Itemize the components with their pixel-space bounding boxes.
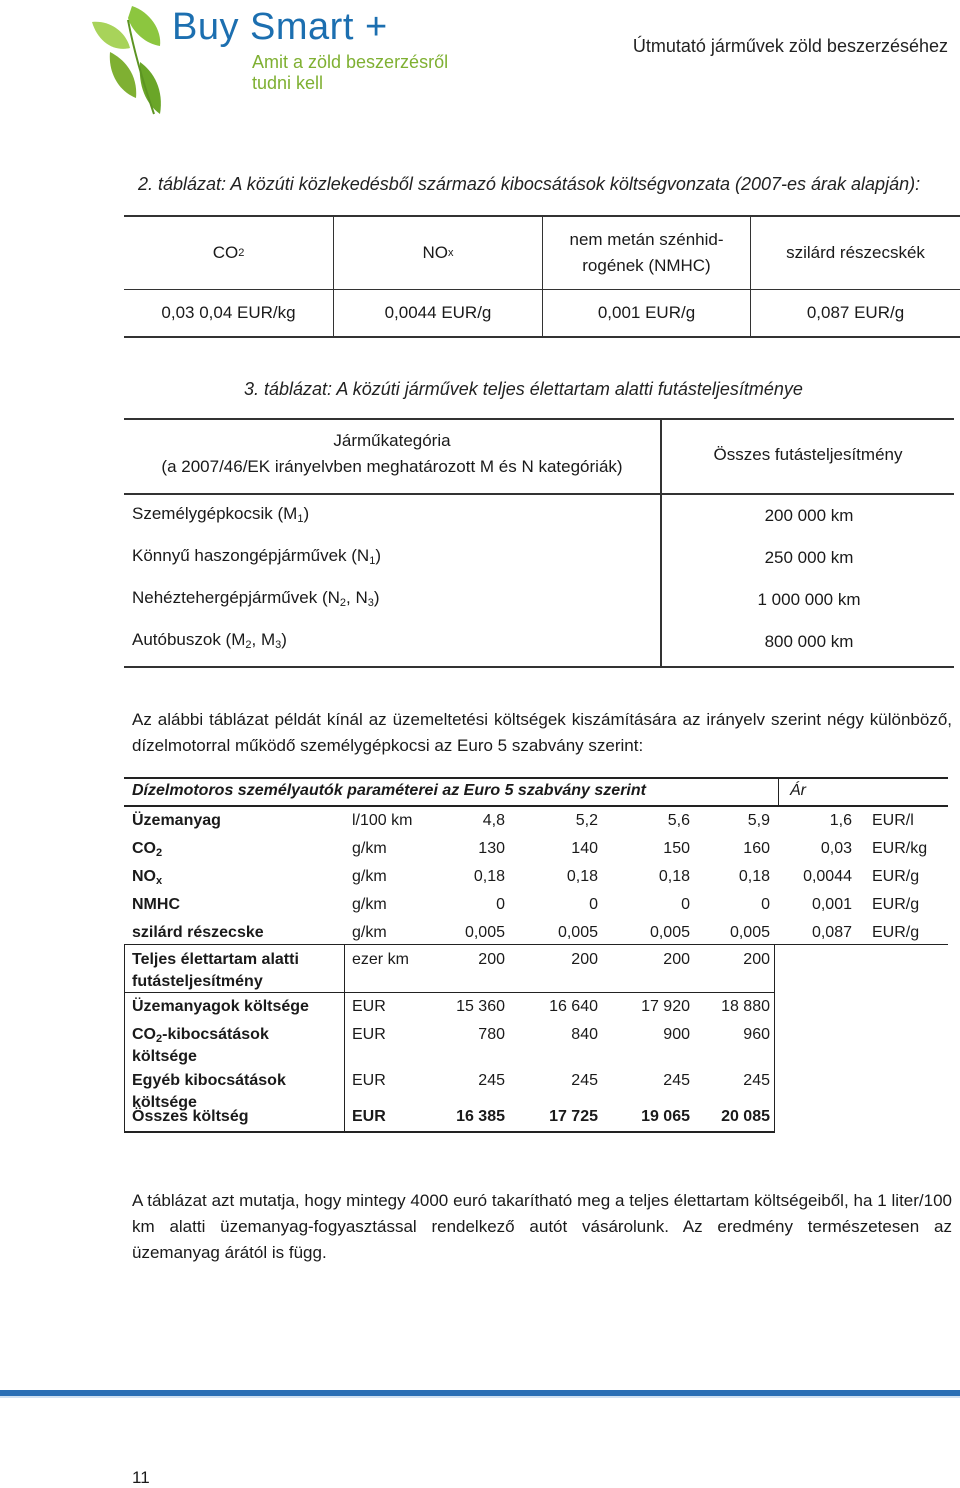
table4-row-value: 0,18 [738,868,770,885]
table4-row-value: 0 [496,896,505,913]
table4-title: Dízelmotoros személyautók paraméterei az Euro 5 szabvány szerint [132,782,646,799]
table4-row-value: 900 [663,1026,690,1043]
table4-row-value: 0,005 [649,924,690,941]
table4-row-price: 0,0044 [803,868,852,885]
table4-row-value: 4,8 [482,812,505,829]
footer-bar-light [0,1396,960,1398]
table4-row-value: 19 065 [641,1108,690,1125]
table4-row-label: szilárd részecske [132,924,264,941]
table4-row-label: Üzemanyagok költsége [132,998,309,1015]
table4-row-unit: EUR [352,1108,386,1125]
row-label-light-duty: Könnyű haszongépjárművek $(N_1)$ [132,546,381,567]
table4-row-price-unit: EUR/kg [872,840,928,857]
header-nox: NO x [422,243,454,262]
table4-row-value: 5,9 [747,812,770,829]
table4-row-label: Teljes élettartam alatti futásteljesítmény [132,951,299,990]
brand-subtitle-line-1: Amit a zöld beszerzésről [252,52,449,72]
table4-row-price: 0,001 [811,896,852,913]
table4-row-unit: l/100 km [352,812,413,829]
value-nox: 0,0044 EUR/g [384,303,492,322]
table4-row-unit: ezer km [352,951,409,968]
row-label-heavy-duty: Nehéztehergépjárművek ($N_2$, $N_3$) [132,588,380,609]
table4-row-price-unit: EUR/g [872,924,920,941]
table4-row-price: 0,03 [820,840,852,857]
row-value-heavy-duty: 1 000 000 km [757,590,861,609]
table4-row-value: 840 [571,1026,598,1043]
table4-row-value: 0 [589,896,598,913]
table4-row-value: 960 [743,1026,770,1043]
table4-row-label: NMHC [132,896,180,913]
table4-row-unit: EUR [352,1026,386,1043]
document-title: Útmutató járművek zöld beszerzéséhez [632,36,948,56]
table4-row-value: 18 880 [721,998,770,1015]
table4-row-value: 245 [663,1072,690,1089]
table4-row-value: 5,2 [575,812,598,829]
table4-row-price-unit: EUR/g [872,896,920,913]
value-pm: 0,087 EUR/g [806,303,905,322]
table4-row-value: 17 725 [549,1108,598,1125]
header-pm: szilárd részecskék [786,243,925,262]
mileage-table [124,418,954,668]
table4-row-value: 0,18 [566,868,598,885]
table4-row-value: 150 [663,840,690,857]
table4-row-value: 16 385 [456,1108,505,1125]
page-number: 11 [132,1468,150,1487]
table4-row-value: 200 [743,951,770,968]
header-total-mileage: Összes futásteljesítmény [713,445,903,464]
brand-subtitle [252,52,448,94]
row-label-buses: Autóbuszok ($M_2$, $M_3$) [132,630,287,651]
table4-row-label: Összes költség [132,1108,249,1125]
table4-price-header: Ár [790,782,806,799]
table4-row-value: 20 085 [721,1108,770,1125]
table4-row-unit: g/km [352,868,387,885]
row-value-buses: 800 000 km [764,632,854,651]
brand-subtitle-line-2: tudni kell [252,73,324,93]
header-vehicle-category: Járműkategória (a 2007/46/EK irányelvben meghatározott M és N kategóriák) [161,431,623,476]
table4-row-value: 17 920 [641,998,690,1015]
table4-row-price-unit: EUR/g [872,868,920,885]
table4-row-value: 130 [478,840,505,857]
table4-row-label: $CO_2$ [132,840,163,859]
table2-caption: 2. táblázat: A közúti közlekedésből származó kibocsátások költségvonzata (2007-es árak alapján): [138,174,921,194]
table4-row-value: 15 360 [456,998,505,1015]
table4-row-price: 1,6 [829,812,852,829]
table4-row-value: 0,18 [473,868,505,885]
table4-row-value: 0,005 [557,924,598,941]
table4-row-label: $NO_x$ [132,868,163,887]
table4-row-unit: g/km [352,924,387,941]
table4-row-value: 0,18 [658,868,690,885]
header-co2: CO 2 [212,243,245,262]
table3-caption: 3. táblázat: A közúti járművek teljes élettartam alatti futásteljesítménye [244,379,803,399]
table4-row-label: $CO_2$-kibocsátások költsége [132,1026,269,1065]
row-label-cars: Személygépkocsik $(M_1)$ [132,504,310,525]
header-nmhc: nem metán szénhid- rogének (NMHC) [569,230,724,275]
intro-paragraph: Az alábbi táblázat példát kínál az üzemeltetési költségek kiszámítására az irányelv szerint négy különböző, dízelmotorral működő személygépkocsi az Euro 5 szabvány szerint: [132,710,952,755]
table4-row-unit: g/km [352,896,387,913]
table4-row-value: 140 [571,840,598,857]
conclusion-paragraph: A táblázat azt mutatja, hogy mintegy 4000 euró takarítható meg a teljes élettartam költségeiből, ha 1 liter/100 km alatti üzemanyag-fogyasztással rendelkező autót vásárolunk. Az eredmény természetesen az üzemanyag árától is függ. [132,1191,952,1262]
table4-row-value: 780 [478,1026,505,1043]
table4-row-value: 200 [571,951,598,968]
table4-row-value: 16 640 [549,998,598,1015]
row-value-light-duty: 250 000 km [764,548,854,567]
table4-row-label: Üzemanyag [132,812,221,829]
table4-row-value: 245 [478,1072,505,1089]
table4-row-unit: EUR [352,998,386,1015]
table4-row-value: 160 [743,840,770,857]
table4-row-value: 0,005 [729,924,770,941]
row-value-cars: 200 000 km [764,506,854,525]
logo-leaf-icon [80,2,180,120]
table4-row-value: 0,005 [464,924,505,941]
table4-row-price: 0,087 [811,924,852,941]
emission-cost-table [124,215,960,338]
table4-row-value: 0 [681,896,690,913]
table4-row-value: 200 [663,951,690,968]
table4-row-value: 245 [743,1072,770,1089]
table4-row-unit: EUR [352,1072,386,1089]
table4-row-value: 5,6 [667,812,690,829]
table4-row-label: Egyéb kibocsátások költsége [132,1072,286,1111]
table4-row-value: 200 [478,951,505,968]
table4-row-unit: g/km [352,840,387,857]
table4-row-value: 0 [761,896,770,913]
value-co2: 0,03 0,04 EUR/kg [161,303,296,322]
table4-row-value: 245 [571,1072,598,1089]
value-nmhc: 0,001 EUR/g [597,303,696,322]
cost-calculation-table [124,777,948,1133]
table4-row-price-unit: EUR/l [872,812,914,829]
brand-title: Buy Smart + [172,6,388,48]
